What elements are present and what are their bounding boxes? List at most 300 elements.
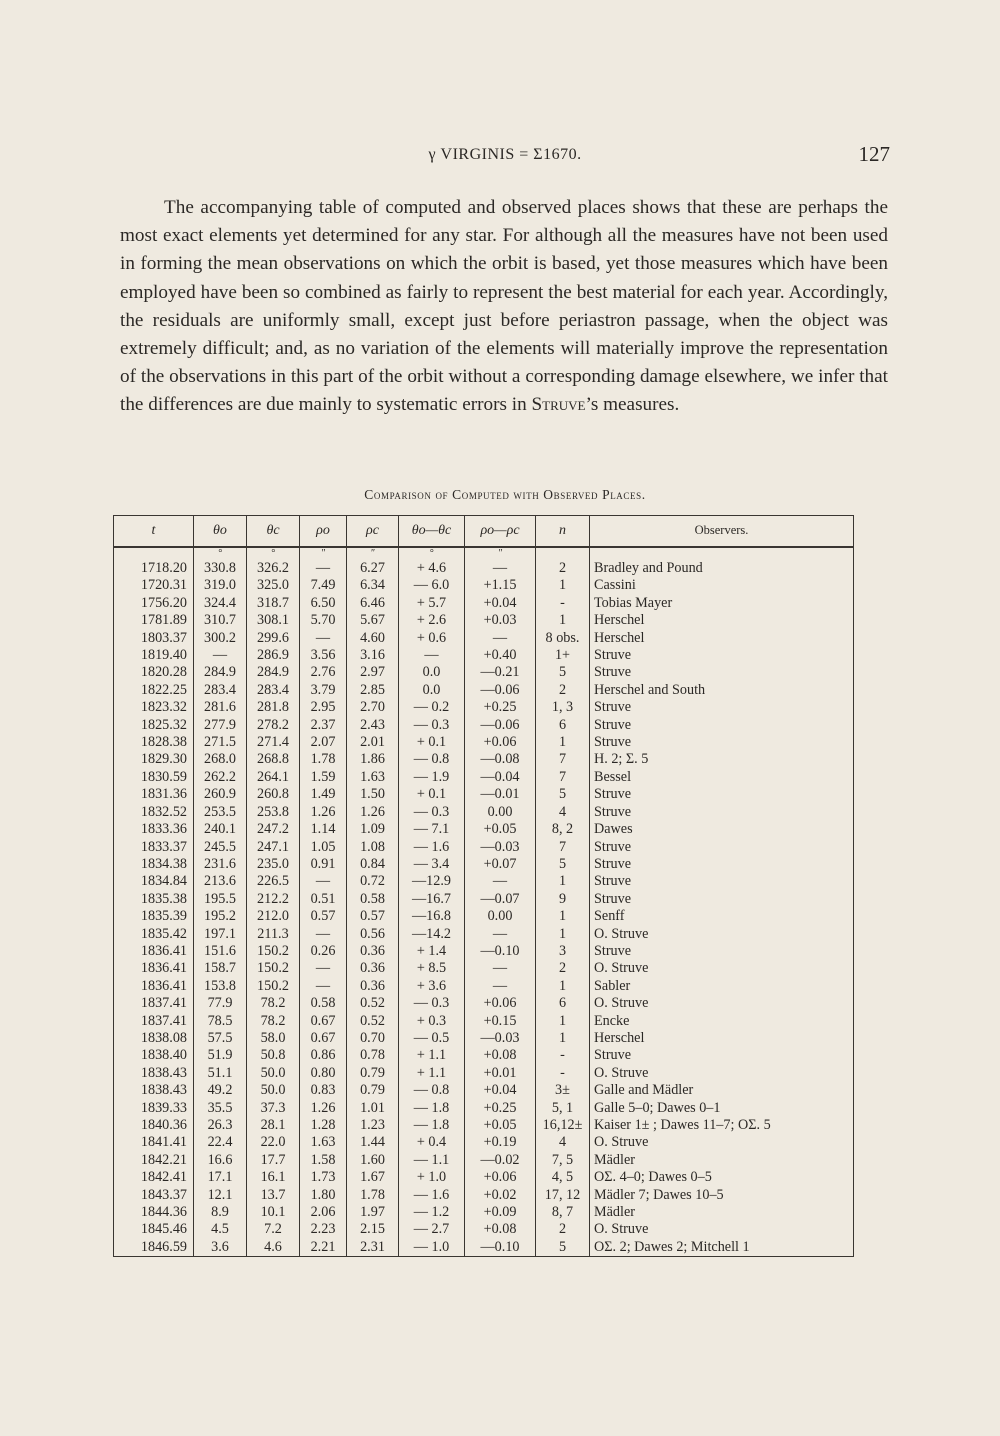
col-theta-c-cell: 268.8 xyxy=(247,751,300,768)
col-n-cell: 5 xyxy=(536,856,590,873)
col-rho-c-cell: 6.46 xyxy=(347,595,399,612)
col-rho-o-cell: 0.57 xyxy=(300,908,347,925)
col-rho-o-cell: 1.58 xyxy=(300,1152,347,1169)
col-theta-o-header: θo xyxy=(194,516,247,548)
col-theta-diff-cell: — 3.4 xyxy=(399,856,465,873)
col-t-cell: 1828.38 xyxy=(114,734,194,751)
table-row xyxy=(114,1082,854,1099)
col-theta-o-cell: 300.2 xyxy=(194,630,247,647)
col-rho-c-cell: 1.44 xyxy=(347,1134,399,1151)
table-row xyxy=(114,595,854,612)
col-observers-cell: Senff xyxy=(590,908,854,925)
col-theta-c-cell: 253.8 xyxy=(247,804,300,821)
col-n-cell: 6 xyxy=(536,717,590,734)
col-rho-c-cell: 2.70 xyxy=(347,699,399,716)
col-n-cell: 7 xyxy=(536,769,590,786)
col-rho-o-cell: 1.63 xyxy=(300,1134,347,1151)
col-observers-cell: Struve xyxy=(590,734,854,751)
col-rho-diff-cell: —0.03 xyxy=(465,1030,536,1047)
col-theta-o-cell: 26.3 xyxy=(194,1117,247,1134)
col-rho-diff-cell: —0.10 xyxy=(465,943,536,960)
col-theta-c-cell: 235.0 xyxy=(247,856,300,873)
table-row xyxy=(114,717,854,734)
col-observers-cell: O. Struve xyxy=(590,995,854,1012)
col-rho-c-cell: 1.09 xyxy=(347,821,399,838)
unit-cell: ″ xyxy=(465,547,536,560)
table-row xyxy=(114,1152,854,1169)
col-rho-diff-cell: —0.03 xyxy=(465,839,536,856)
col-theta-o-cell: 262.2 xyxy=(194,769,247,786)
col-theta-o-cell: 151.6 xyxy=(194,943,247,960)
unit-cell: ° xyxy=(194,547,247,560)
col-rho-o-cell: 3.79 xyxy=(300,682,347,699)
col-theta-o-cell: 16.6 xyxy=(194,1152,247,1169)
col-observers-cell: O. Struve xyxy=(590,1065,854,1082)
col-rho-diff-cell: +0.09 xyxy=(465,1204,536,1221)
col-theta-diff-cell: + 1.1 xyxy=(399,1065,465,1082)
col-t-cell: 1836.41 xyxy=(114,978,194,995)
col-theta-diff-cell: — 1.8 xyxy=(399,1100,465,1117)
col-rho-diff-cell: +0.06 xyxy=(465,734,536,751)
col-rho-c-cell: 1.08 xyxy=(347,839,399,856)
col-theta-o-cell: 284.9 xyxy=(194,664,247,681)
col-observers-cell: O. Struve xyxy=(590,1134,854,1151)
col-t-cell: 1839.33 xyxy=(114,1100,194,1117)
col-n-cell: 1 xyxy=(536,1013,590,1030)
col-rho-c-cell: 1.86 xyxy=(347,751,399,768)
table-row xyxy=(114,856,854,873)
col-t-cell: 1822.25 xyxy=(114,682,194,699)
col-theta-c-cell: 17.7 xyxy=(247,1152,300,1169)
col-theta-diff-cell: + 0.4 xyxy=(399,1134,465,1151)
col-rho-o-cell: 2.76 xyxy=(300,664,347,681)
col-t-cell: 1835.39 xyxy=(114,908,194,925)
col-theta-c-cell: 4.6 xyxy=(247,1239,300,1257)
col-rho-c-cell: 2.15 xyxy=(347,1221,399,1238)
col-observers-cell: Struve xyxy=(590,856,854,873)
col-rho-diff-cell: —0.21 xyxy=(465,664,536,681)
col-theta-c-cell: 325.0 xyxy=(247,577,300,594)
col-rho-c-cell: 4.60 xyxy=(347,630,399,647)
table-row xyxy=(114,943,854,960)
col-n-cell: 3± xyxy=(536,1082,590,1099)
col-t-cell: 1838.43 xyxy=(114,1065,194,1082)
col-observers-cell: Mädler xyxy=(590,1152,854,1169)
running-title: γ VIRGINIS = Σ1670. xyxy=(428,146,582,163)
col-observers-cell: Struve xyxy=(590,1047,854,1064)
col-rho-diff-cell: +0.02 xyxy=(465,1187,536,1204)
table-row xyxy=(114,821,854,838)
col-theta-diff-cell: — 0.2 xyxy=(399,699,465,716)
col-rho-o-cell: 1.73 xyxy=(300,1169,347,1186)
col-theta-c-cell: 150.2 xyxy=(247,960,300,977)
col-theta-diff-cell: — 1.2 xyxy=(399,1204,465,1221)
col-observers-cell: H. 2; Σ. 5 xyxy=(590,751,854,768)
col-rho-o-cell: 1.26 xyxy=(300,1100,347,1117)
col-t-cell: 1835.38 xyxy=(114,891,194,908)
table-row xyxy=(114,630,854,647)
col-rho-c-cell: 1.63 xyxy=(347,769,399,786)
col-n-cell: 1 xyxy=(536,908,590,925)
table-row xyxy=(114,769,854,786)
col-rho-diff-cell: +0.06 xyxy=(465,995,536,1012)
col-n-cell: 7, 5 xyxy=(536,1152,590,1169)
col-t-cell: 1835.42 xyxy=(114,926,194,943)
col-t-cell: 1844.36 xyxy=(114,1204,194,1221)
page-number: 127 xyxy=(858,142,890,166)
col-theta-c-cell: 50.0 xyxy=(247,1065,300,1082)
col-n-cell: - xyxy=(536,1065,590,1082)
table-row xyxy=(114,612,854,629)
col-rho-o-cell: 5.70 xyxy=(300,612,347,629)
col-rho-o-cell: 0.86 xyxy=(300,1047,347,1064)
col-observers-cell: Cassini xyxy=(590,577,854,594)
unit-cell: ″ xyxy=(347,547,399,560)
col-observers-cell: Bradley and Pound xyxy=(590,560,854,577)
col-theta-o-cell: 78.5 xyxy=(194,1013,247,1030)
col-n-cell: 1 xyxy=(536,1030,590,1047)
col-theta-c-cell: 58.0 xyxy=(247,1030,300,1047)
col-n-cell: 7 xyxy=(536,839,590,856)
col-observers-cell: Bessel xyxy=(590,769,854,786)
col-theta-diff-cell: —16.7 xyxy=(399,891,465,908)
col-rho-c-cell: 1.26 xyxy=(347,804,399,821)
col-rho-c-cell: 1.78 xyxy=(347,1187,399,1204)
col-rho-c-cell: 0.78 xyxy=(347,1047,399,1064)
col-t-header: t xyxy=(114,516,194,548)
col-rho-diff-cell: +0.07 xyxy=(465,856,536,873)
col-t-cell: 1831.36 xyxy=(114,786,194,803)
col-observers-cell: Struve xyxy=(590,647,854,664)
col-t-cell: 1836.41 xyxy=(114,960,194,977)
col-rho-o-cell: 2.21 xyxy=(300,1239,347,1257)
col-t-cell: 1837.41 xyxy=(114,1013,194,1030)
col-theta-o-cell: 49.2 xyxy=(194,1082,247,1099)
col-theta-diff-cell: — 1.1 xyxy=(399,1152,465,1169)
col-theta-o-cell: 271.5 xyxy=(194,734,247,751)
col-rho-o-cell: 0.91 xyxy=(300,856,347,873)
col-observers-cell: OΣ. 2; Dawes 2; Mitchell 1 xyxy=(590,1239,854,1257)
table-header-row xyxy=(114,516,854,548)
col-theta-c-cell: 286.9 xyxy=(247,647,300,664)
col-n-cell: 17, 12 xyxy=(536,1187,590,1204)
table-row xyxy=(114,1239,854,1257)
col-n-cell: 6 xyxy=(536,995,590,1012)
col-observers-cell: O. Struve xyxy=(590,960,854,977)
col-rho-diff-cell: +0.08 xyxy=(465,1047,536,1064)
table-row xyxy=(114,926,854,943)
col-theta-c-cell: 50.0 xyxy=(247,1082,300,1099)
col-theta-diff-cell: — 2.7 xyxy=(399,1221,465,1238)
col-theta-o-cell: 268.0 xyxy=(194,751,247,768)
col-rho-diff-cell: —0.04 xyxy=(465,769,536,786)
col-t-cell: 1756.20 xyxy=(114,595,194,612)
col-rho-o-cell: 2.06 xyxy=(300,1204,347,1221)
col-t-cell: 1842.41 xyxy=(114,1169,194,1186)
col-rho-c-cell: 2.01 xyxy=(347,734,399,751)
col-theta-c-cell: 13.7 xyxy=(247,1187,300,1204)
col-t-cell: 1720.31 xyxy=(114,577,194,594)
paragraph-text-end: ’s measures. xyxy=(585,394,680,416)
col-observers-cell: Struve xyxy=(590,664,854,681)
col-theta-c-cell: 308.1 xyxy=(247,612,300,629)
col-observers-cell: Mädler 7; Dawes 10–5 xyxy=(590,1187,854,1204)
col-theta-o-cell: 51.9 xyxy=(194,1047,247,1064)
col-observers-header: Observers. xyxy=(590,516,854,548)
col-rho-diff-cell: 0.00 xyxy=(465,804,536,821)
col-rho-diff-header: ρo—ρc xyxy=(465,516,536,548)
col-rho-diff-cell: +0.06 xyxy=(465,1169,536,1186)
table-row xyxy=(114,804,854,821)
col-observers-cell: Tobias Mayer xyxy=(590,595,854,612)
table-row xyxy=(114,560,854,577)
unit-cell: ″ xyxy=(300,547,347,560)
paragraph-text: The accompanying table of computed and observed places shows that these are perhaps the most exact elements yet determined for any star. For although all the measures have not been used in forming the mean observations on which the orbit is based, yet those measures which have been employed have been so combined as fairly to represent the best material for each year. Accordingly, the residuals are uniformly small, except just before periastron passage, when the object was extremely difficult; and, as no variation of the elements will materially improve the representation of the observations in this part of the orbit without a corresponding damage elsewhere, we infer that the differences are due mainly to systematic errors in xyxy=(120,197,888,416)
col-rho-o-cell: — xyxy=(300,560,347,577)
col-theta-diff-cell: + 1.0 xyxy=(399,1169,465,1186)
col-theta-o-cell: 153.8 xyxy=(194,978,247,995)
col-t-cell: 1834.38 xyxy=(114,856,194,873)
col-theta-diff-cell: — 0.8 xyxy=(399,751,465,768)
col-n-cell: 2 xyxy=(536,1221,590,1238)
col-rho-o-cell: 0.67 xyxy=(300,1013,347,1030)
col-rho-o-cell: — xyxy=(300,630,347,647)
col-rho-c-cell: 0.70 xyxy=(347,1030,399,1047)
table-row xyxy=(114,1030,854,1047)
col-theta-diff-cell: — 0.3 xyxy=(399,995,465,1012)
col-rho-o-cell: 1.78 xyxy=(300,751,347,768)
table-row xyxy=(114,1204,854,1221)
col-rho-c-cell: 2.31 xyxy=(347,1239,399,1257)
col-theta-c-cell: 281.8 xyxy=(247,699,300,716)
col-theta-o-cell: — xyxy=(194,647,247,664)
col-theta-c-cell: 211.3 xyxy=(247,926,300,943)
col-theta-c-cell: 16.1 xyxy=(247,1169,300,1186)
table-row xyxy=(114,873,854,890)
col-theta-c-cell: 212.0 xyxy=(247,908,300,925)
col-rho-c-cell: 5.67 xyxy=(347,612,399,629)
col-rho-diff-cell: —0.07 xyxy=(465,891,536,908)
col-rho-diff-cell: +0.01 xyxy=(465,1065,536,1082)
col-theta-diff-cell: 0.0 xyxy=(399,664,465,681)
col-rho-o-cell: 1.59 xyxy=(300,769,347,786)
col-rho-o-cell: 1.05 xyxy=(300,839,347,856)
col-rho-c-cell: 0.79 xyxy=(347,1065,399,1082)
observations-table xyxy=(113,515,854,1257)
col-rho-diff-cell: +0.05 xyxy=(465,821,536,838)
col-theta-c-header: θc xyxy=(247,516,300,548)
unit-cell: ° xyxy=(247,547,300,560)
col-n-cell: 8, 7 xyxy=(536,1204,590,1221)
col-theta-o-cell: 195.2 xyxy=(194,908,247,925)
col-observers-cell: OΣ. 4–0; Dawes 0–5 xyxy=(590,1169,854,1186)
col-t-cell: 1829.30 xyxy=(114,751,194,768)
col-theta-diff-cell: 0.0 xyxy=(399,682,465,699)
struve-name: Struve xyxy=(531,394,586,416)
col-rho-diff-cell: 0.00 xyxy=(465,908,536,925)
col-rho-diff-cell: — xyxy=(465,560,536,577)
col-n-cell: 1, 3 xyxy=(536,699,590,716)
col-observers-cell: Struve xyxy=(590,717,854,734)
col-theta-o-cell: 253.5 xyxy=(194,804,247,821)
col-theta-o-cell: 277.9 xyxy=(194,717,247,734)
col-t-cell: 1781.89 xyxy=(114,612,194,629)
col-theta-o-cell: 330.8 xyxy=(194,560,247,577)
table-row xyxy=(114,1013,854,1030)
col-rho-c-cell: 1.50 xyxy=(347,786,399,803)
col-rho-o-cell: 2.37 xyxy=(300,717,347,734)
table-row xyxy=(114,577,854,594)
col-theta-diff-cell: — 0.3 xyxy=(399,717,465,734)
col-theta-diff-cell: — 0.3 xyxy=(399,804,465,821)
col-t-cell: 1833.36 xyxy=(114,821,194,838)
col-t-cell: 1834.84 xyxy=(114,873,194,890)
col-observers-cell: Kaiser 1± ; Dawes 11–7; OΣ. 5 xyxy=(590,1117,854,1134)
col-n-cell: 4 xyxy=(536,1134,590,1151)
col-rho-diff-cell: — xyxy=(465,873,536,890)
col-n-cell: - xyxy=(536,1047,590,1064)
col-theta-diff-cell: —14.2 xyxy=(399,926,465,943)
col-rho-diff-cell: +0.04 xyxy=(465,595,536,612)
col-theta-o-cell: 195.5 xyxy=(194,891,247,908)
col-n-cell: 1+ xyxy=(536,647,590,664)
unit-cell xyxy=(536,547,590,560)
col-observers-cell: Struve xyxy=(590,699,854,716)
col-rho-c-cell: 2.97 xyxy=(347,664,399,681)
col-observers-cell: Herschel xyxy=(590,1030,854,1047)
col-theta-diff-cell: + 5.7 xyxy=(399,595,465,612)
col-rho-c-cell: 0.84 xyxy=(347,856,399,873)
col-t-cell: 1803.37 xyxy=(114,630,194,647)
col-rho-c-cell: 0.52 xyxy=(347,1013,399,1030)
col-rho-diff-cell: +0.25 xyxy=(465,699,536,716)
col-theta-diff-cell: + 0.3 xyxy=(399,1013,465,1030)
col-observers-cell: Struve xyxy=(590,839,854,856)
col-t-cell: 1833.37 xyxy=(114,839,194,856)
col-rho-diff-cell: —0.02 xyxy=(465,1152,536,1169)
col-rho-o-cell: 6.50 xyxy=(300,595,347,612)
col-theta-c-cell: 318.7 xyxy=(247,595,300,612)
col-observers-cell: Struve xyxy=(590,873,854,890)
col-rho-o-cell: 1.14 xyxy=(300,821,347,838)
col-theta-c-cell: 7.2 xyxy=(247,1221,300,1238)
table-row xyxy=(114,978,854,995)
col-n-cell: 5 xyxy=(536,1239,590,1257)
col-t-cell: 1823.32 xyxy=(114,699,194,716)
col-theta-c-cell: 28.1 xyxy=(247,1117,300,1134)
col-rho-o-cell: 0.58 xyxy=(300,995,347,1012)
col-theta-o-cell: 231.6 xyxy=(194,856,247,873)
col-theta-o-cell: 51.1 xyxy=(194,1065,247,1082)
col-theta-o-cell: 35.5 xyxy=(194,1100,247,1117)
col-n-cell: 5 xyxy=(536,664,590,681)
col-n-cell: 1 xyxy=(536,926,590,943)
col-theta-c-cell: 226.5 xyxy=(247,873,300,890)
table-row xyxy=(114,1100,854,1117)
col-theta-diff-cell: + 4.6 xyxy=(399,560,465,577)
table-row xyxy=(114,891,854,908)
col-theta-c-cell: 78.2 xyxy=(247,1013,300,1030)
col-rho-diff-cell: — xyxy=(465,926,536,943)
col-theta-diff-cell: —16.8 xyxy=(399,908,465,925)
col-rho-o-cell: 2.23 xyxy=(300,1221,347,1238)
col-rho-o-cell: 0.80 xyxy=(300,1065,347,1082)
col-rho-o-cell: 0.26 xyxy=(300,943,347,960)
col-theta-o-cell: 245.5 xyxy=(194,839,247,856)
col-rho-c-cell: 0.56 xyxy=(347,926,399,943)
col-rho-diff-cell: — xyxy=(465,630,536,647)
col-t-cell: 1718.20 xyxy=(114,560,194,577)
col-theta-diff-cell: + 0.1 xyxy=(399,734,465,751)
col-theta-diff-cell: + 8.5 xyxy=(399,960,465,977)
col-rho-diff-cell: —0.06 xyxy=(465,682,536,699)
table-row xyxy=(114,647,854,664)
col-rho-c-cell: 1.67 xyxy=(347,1169,399,1186)
col-n-cell: 1 xyxy=(536,612,590,629)
col-n-cell: 5, 1 xyxy=(536,1100,590,1117)
col-t-cell: 1820.28 xyxy=(114,664,194,681)
col-rho-o-cell: 2.07 xyxy=(300,734,347,751)
col-theta-diff-cell: + 0.6 xyxy=(399,630,465,647)
col-rho-c-cell: 0.58 xyxy=(347,891,399,908)
col-theta-o-cell: 281.6 xyxy=(194,699,247,716)
col-observers-cell: Struve xyxy=(590,786,854,803)
col-rho-o-cell: 1.28 xyxy=(300,1117,347,1134)
col-t-cell: 1838.43 xyxy=(114,1082,194,1099)
col-rho-diff-cell: +0.25 xyxy=(465,1100,536,1117)
col-n-cell: 5 xyxy=(536,786,590,803)
col-theta-diff-cell: — 1.0 xyxy=(399,1239,465,1257)
unit-cell: ° xyxy=(399,547,465,560)
col-n-cell: 1 xyxy=(536,873,590,890)
col-rho-diff-cell: —0.06 xyxy=(465,717,536,734)
col-observers-cell: Encke xyxy=(590,1013,854,1030)
table-row xyxy=(114,995,854,1012)
col-rho-c-cell: 1.23 xyxy=(347,1117,399,1134)
col-theta-c-cell: 78.2 xyxy=(247,995,300,1012)
col-observers-cell: Struve xyxy=(590,804,854,821)
unit-cell xyxy=(114,547,194,560)
col-theta-c-cell: 37.3 xyxy=(247,1100,300,1117)
col-observers-cell: Galle 5–0; Dawes 0–1 xyxy=(590,1100,854,1117)
table-row xyxy=(114,908,854,925)
table-row xyxy=(114,734,854,751)
col-theta-o-cell: 4.5 xyxy=(194,1221,247,1238)
col-rho-o-cell: 0.67 xyxy=(300,1030,347,1047)
col-theta-c-cell: 150.2 xyxy=(247,943,300,960)
col-n-cell: 1 xyxy=(536,978,590,995)
col-rho-diff-cell: — xyxy=(465,960,536,977)
table-row xyxy=(114,1169,854,1186)
table-caption: Comparison of Computed with Observed Places. xyxy=(364,487,646,502)
col-rho-o-header: ρo xyxy=(300,516,347,548)
table-row xyxy=(114,1117,854,1134)
col-n-cell: 7 xyxy=(536,751,590,768)
col-theta-c-cell: 299.6 xyxy=(247,630,300,647)
col-rho-c-cell: 0.36 xyxy=(347,960,399,977)
col-t-cell: 1841.41 xyxy=(114,1134,194,1151)
col-rho-c-cell: 0.72 xyxy=(347,873,399,890)
col-rho-diff-cell: +0.03 xyxy=(465,612,536,629)
col-n-cell: - xyxy=(536,595,590,612)
col-observers-cell: O. Struve xyxy=(590,926,854,943)
col-rho-c-cell: 2.85 xyxy=(347,682,399,699)
col-theta-diff-cell: — 1.6 xyxy=(399,1187,465,1204)
col-rho-o-cell: 0.51 xyxy=(300,891,347,908)
col-n-cell: 3 xyxy=(536,943,590,960)
unit-cell xyxy=(590,547,854,560)
col-rho-c-cell: 2.43 xyxy=(347,717,399,734)
